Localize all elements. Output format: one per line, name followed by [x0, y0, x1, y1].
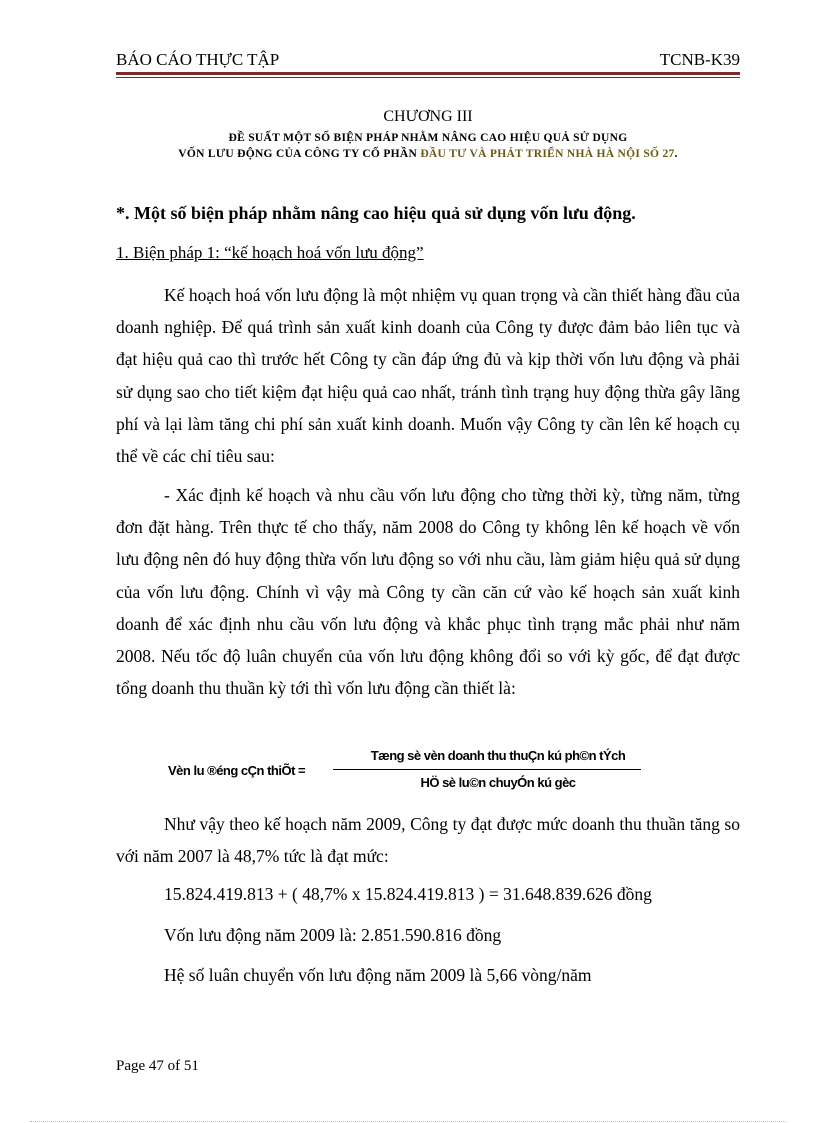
class-code: TCNB-K39	[659, 50, 740, 69]
company-name-highlight: ĐẦU TƯ VÀ PHÁT TRIỂN NHÀ HÀ NỘI SỐ 27	[420, 148, 675, 160]
revenue-calculation: 15.824.419.813 + ( 48,7% x 15.824.419.813 ) = 31.648.839.626 đồng	[164, 884, 652, 904]
fraction-bar	[333, 769, 641, 770]
report-title: BÁO CÁO THỰC TẬP	[116, 50, 280, 69]
working-capital-2009: Vốn lưu động năm 2009 là: 2.851.590.816 đồng	[164, 925, 502, 945]
page-number: Page 47 of 51	[116, 1058, 199, 1074]
working-capital-formula	[168, 748, 648, 794]
formula-lhs: Vèn lu ®éng cÇn thiÕt =	[168, 763, 306, 778]
subtitle-period: .	[674, 148, 678, 160]
measure-title: 1. Biện pháp 1: “kế hoạch hoá vốn lưu động”	[116, 243, 424, 262]
formula-denominator: HÖ sè lu©n chuyÓn kú gèc	[420, 775, 576, 790]
page-header	[116, 50, 740, 72]
paragraph-planning: - Xác định kế hoạch và nhu cầu vốn lưu động cho từng thời kỳ, từng năm, từng đơn đặt hàng. Trên thực tế cho thấy, năm 2008 do Công ty không lên kế hoạch về vốn lưu động nên đó huy động thừa vốn lưu động so với nhu cầu, làm giảm hiệu quả sử dụng của vốn lưu động. Chính vì vậy mà Công ty cần căn cứ vào kế hoạch sản xuất kinh doanh để xác định nhu cầu vốn lưu động và khắc phục tình trạng mắc phải như năm 2008. Nếu tốc độ luân chuyển của vốn lưu động không đổi so với kỳ gốc, để đạt được tổng doanh thu thuần kỳ tới thì vốn lưu động cần thiết là:	[116, 485, 740, 699]
paragraph-plan-2009: Như vậy theo kế hoạch năm 2009, Công ty đạt được mức doanh thu thuần tăng so với năm 2007 là 48,7% tức là đạt mức:	[116, 814, 740, 867]
turnover-ratio-2009: Hệ số luân chuyển vốn lưu động năm 2009 là 5,66 vòng/năm	[164, 965, 592, 985]
chapter-title: CHƯƠNG III	[383, 108, 473, 125]
chapter-subtitle-line-1: ĐỀ SUẤT MỘT SỐ BIỆN PHÁP NHẰM NÂNG CAO HIỆU QUẢ SỬ DỤNG	[228, 132, 628, 144]
formula-numerator: Tæng sè vèn doanh thu thuÇn kú ph©n tÝch	[370, 748, 626, 763]
header-rule-thin	[116, 77, 740, 78]
header-rule-thick	[116, 72, 740, 75]
chapter-subtitle-line-2	[116, 148, 740, 160]
section-heading: *. Một số biện pháp nhằm nâng cao hiệu quả sử dụng vốn lưu động.	[116, 203, 636, 223]
paragraph-intro: Kế hoạch hoá vốn lưu động là một nhiệm vụ quan trọng và cần thiết hàng đầu của doanh nghiệp. Để quá trình sản xuất kinh doanh của Công ty được đảm bảo liên tục và đạt hiệu quả cao thì trước hết Công ty cần đáp ứng đủ và kịp thời vốn lưu động và phải sử dụng sao cho tiết kiệm đạt hiệu quả cao nhất, tránh tình trạng huy động thừa gây lãng phí và lại làm tăng chi phí sản xuất kinh doanh. Muốn vậy Công ty cần lên kế hoạch cụ thể về các chỉ tiêu sau:	[116, 285, 740, 467]
subtitle-part-1: VỐN LƯU ĐỘNG CỦA CÔNG TY CỔ PHẦN	[178, 148, 421, 160]
page-bottom-border	[30, 1121, 786, 1122]
